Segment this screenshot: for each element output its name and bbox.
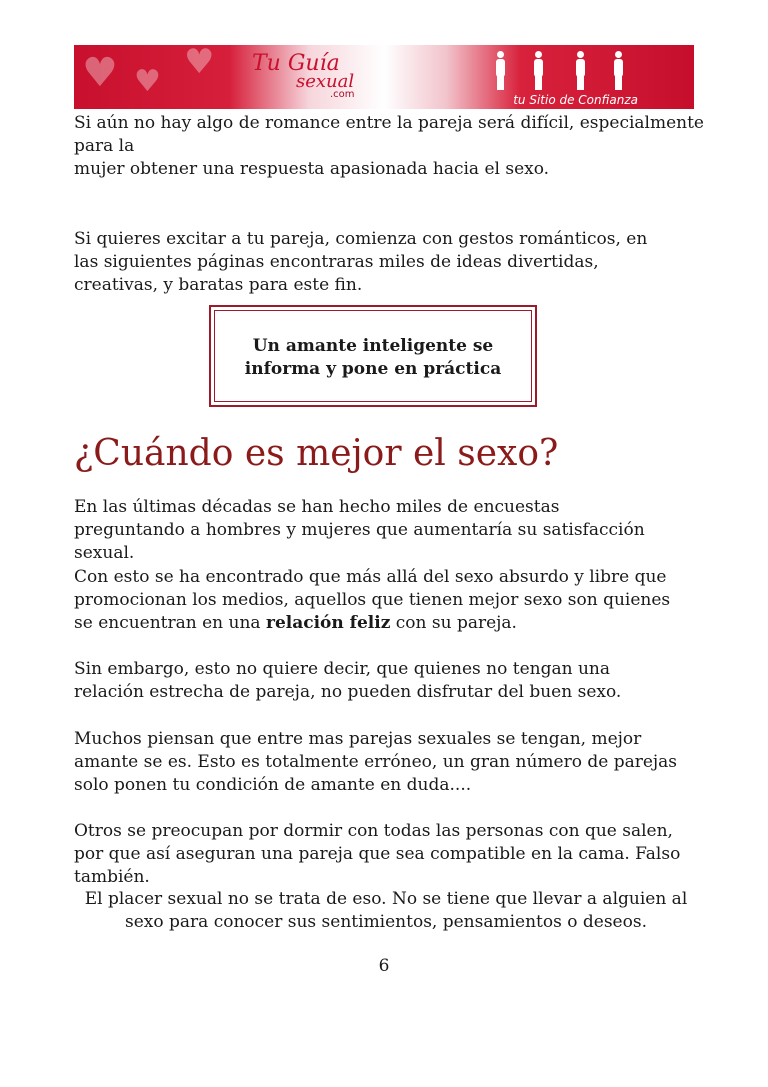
section-heading: ¿Cuándo es mejor el sexo? <box>74 433 559 474</box>
paragraph-gestures: Si quieres excitar a tu pareja, comienza con gestos románticos, en las siguientes páginas encontraras miles de ideas divertidas, creativas, y baratas para este fin. <box>74 229 648 295</box>
paragraph-romance-line1: Si aún no hay algo de romance entre la pareja será difícil, especialmente <box>74 113 704 133</box>
callout-text <box>211 335 535 381</box>
logo-text-line2: sexual <box>296 71 355 92</box>
paragraph-compatibility: Otros se preocupan por dormir con todas las personas con que salen, por que así aseguran una pareja que sea compatible en la cama. Falso también. <box>74 821 681 887</box>
callout-line2: informa y pone en práctica <box>244 359 502 379</box>
heart-icon: ♥ <box>82 50 118 96</box>
logo-text-line3: .com <box>330 89 355 100</box>
paragraph-surveys: En las últimas décadas se han hecho miles de encuestas preguntando a hombres y mujeres que aumentaría su satisfacción sexual. <box>74 497 645 563</box>
p4-text-before: Con esto se ha encontrado que más allá del sexo absurdo y libre que promocionan los medios, aquellos que tienen mejor sexo son quienes se encuentran en una <box>74 567 671 633</box>
paragraph-romance-line2: para la <box>74 136 135 156</box>
logo-text-line1: Tu Guía <box>252 51 340 76</box>
site-tagline: tu Sitio de Confianza <box>513 93 638 107</box>
paragraph-romance-line3: mujer obtener una respuesta apasionada hacia el sexo. <box>74 159 550 179</box>
page-number: 6 <box>378 956 390 976</box>
heart-icon: ♥ <box>134 64 161 99</box>
paragraph-happy-relationship <box>74 566 684 635</box>
heart-icon: ♥ <box>184 45 215 82</box>
site-logo <box>252 49 392 105</box>
paragraph-many-partners: Muchos piensan que entre mas parejas sexuales se tengan, mejor amante se es. Esto es totalmente erróneo, un gran número de parejas solo ponen tu condición de amante en duda.... <box>74 729 678 795</box>
callout-line1: Un amante inteligente se <box>252 336 494 356</box>
p4-text-after: con su pareja. <box>390 613 517 633</box>
p4-bold-text: relación feliz <box>265 613 391 633</box>
header-banner <box>74 45 694 109</box>
paragraph-however: Sin embargo, esto no quiere decir, que quienes no tengan una relación estrecha de pareja, no pueden disfrutar del buen sexo. <box>74 659 622 702</box>
people-silhouettes-icon <box>486 51 646 91</box>
paragraph-pleasure: El placer sexual no se trata de eso. No se tiene que llevar a alguien al sexo para conocer sus sentimientos, pensamientos o deseos. <box>84 889 688 932</box>
callout-box <box>209 305 537 407</box>
